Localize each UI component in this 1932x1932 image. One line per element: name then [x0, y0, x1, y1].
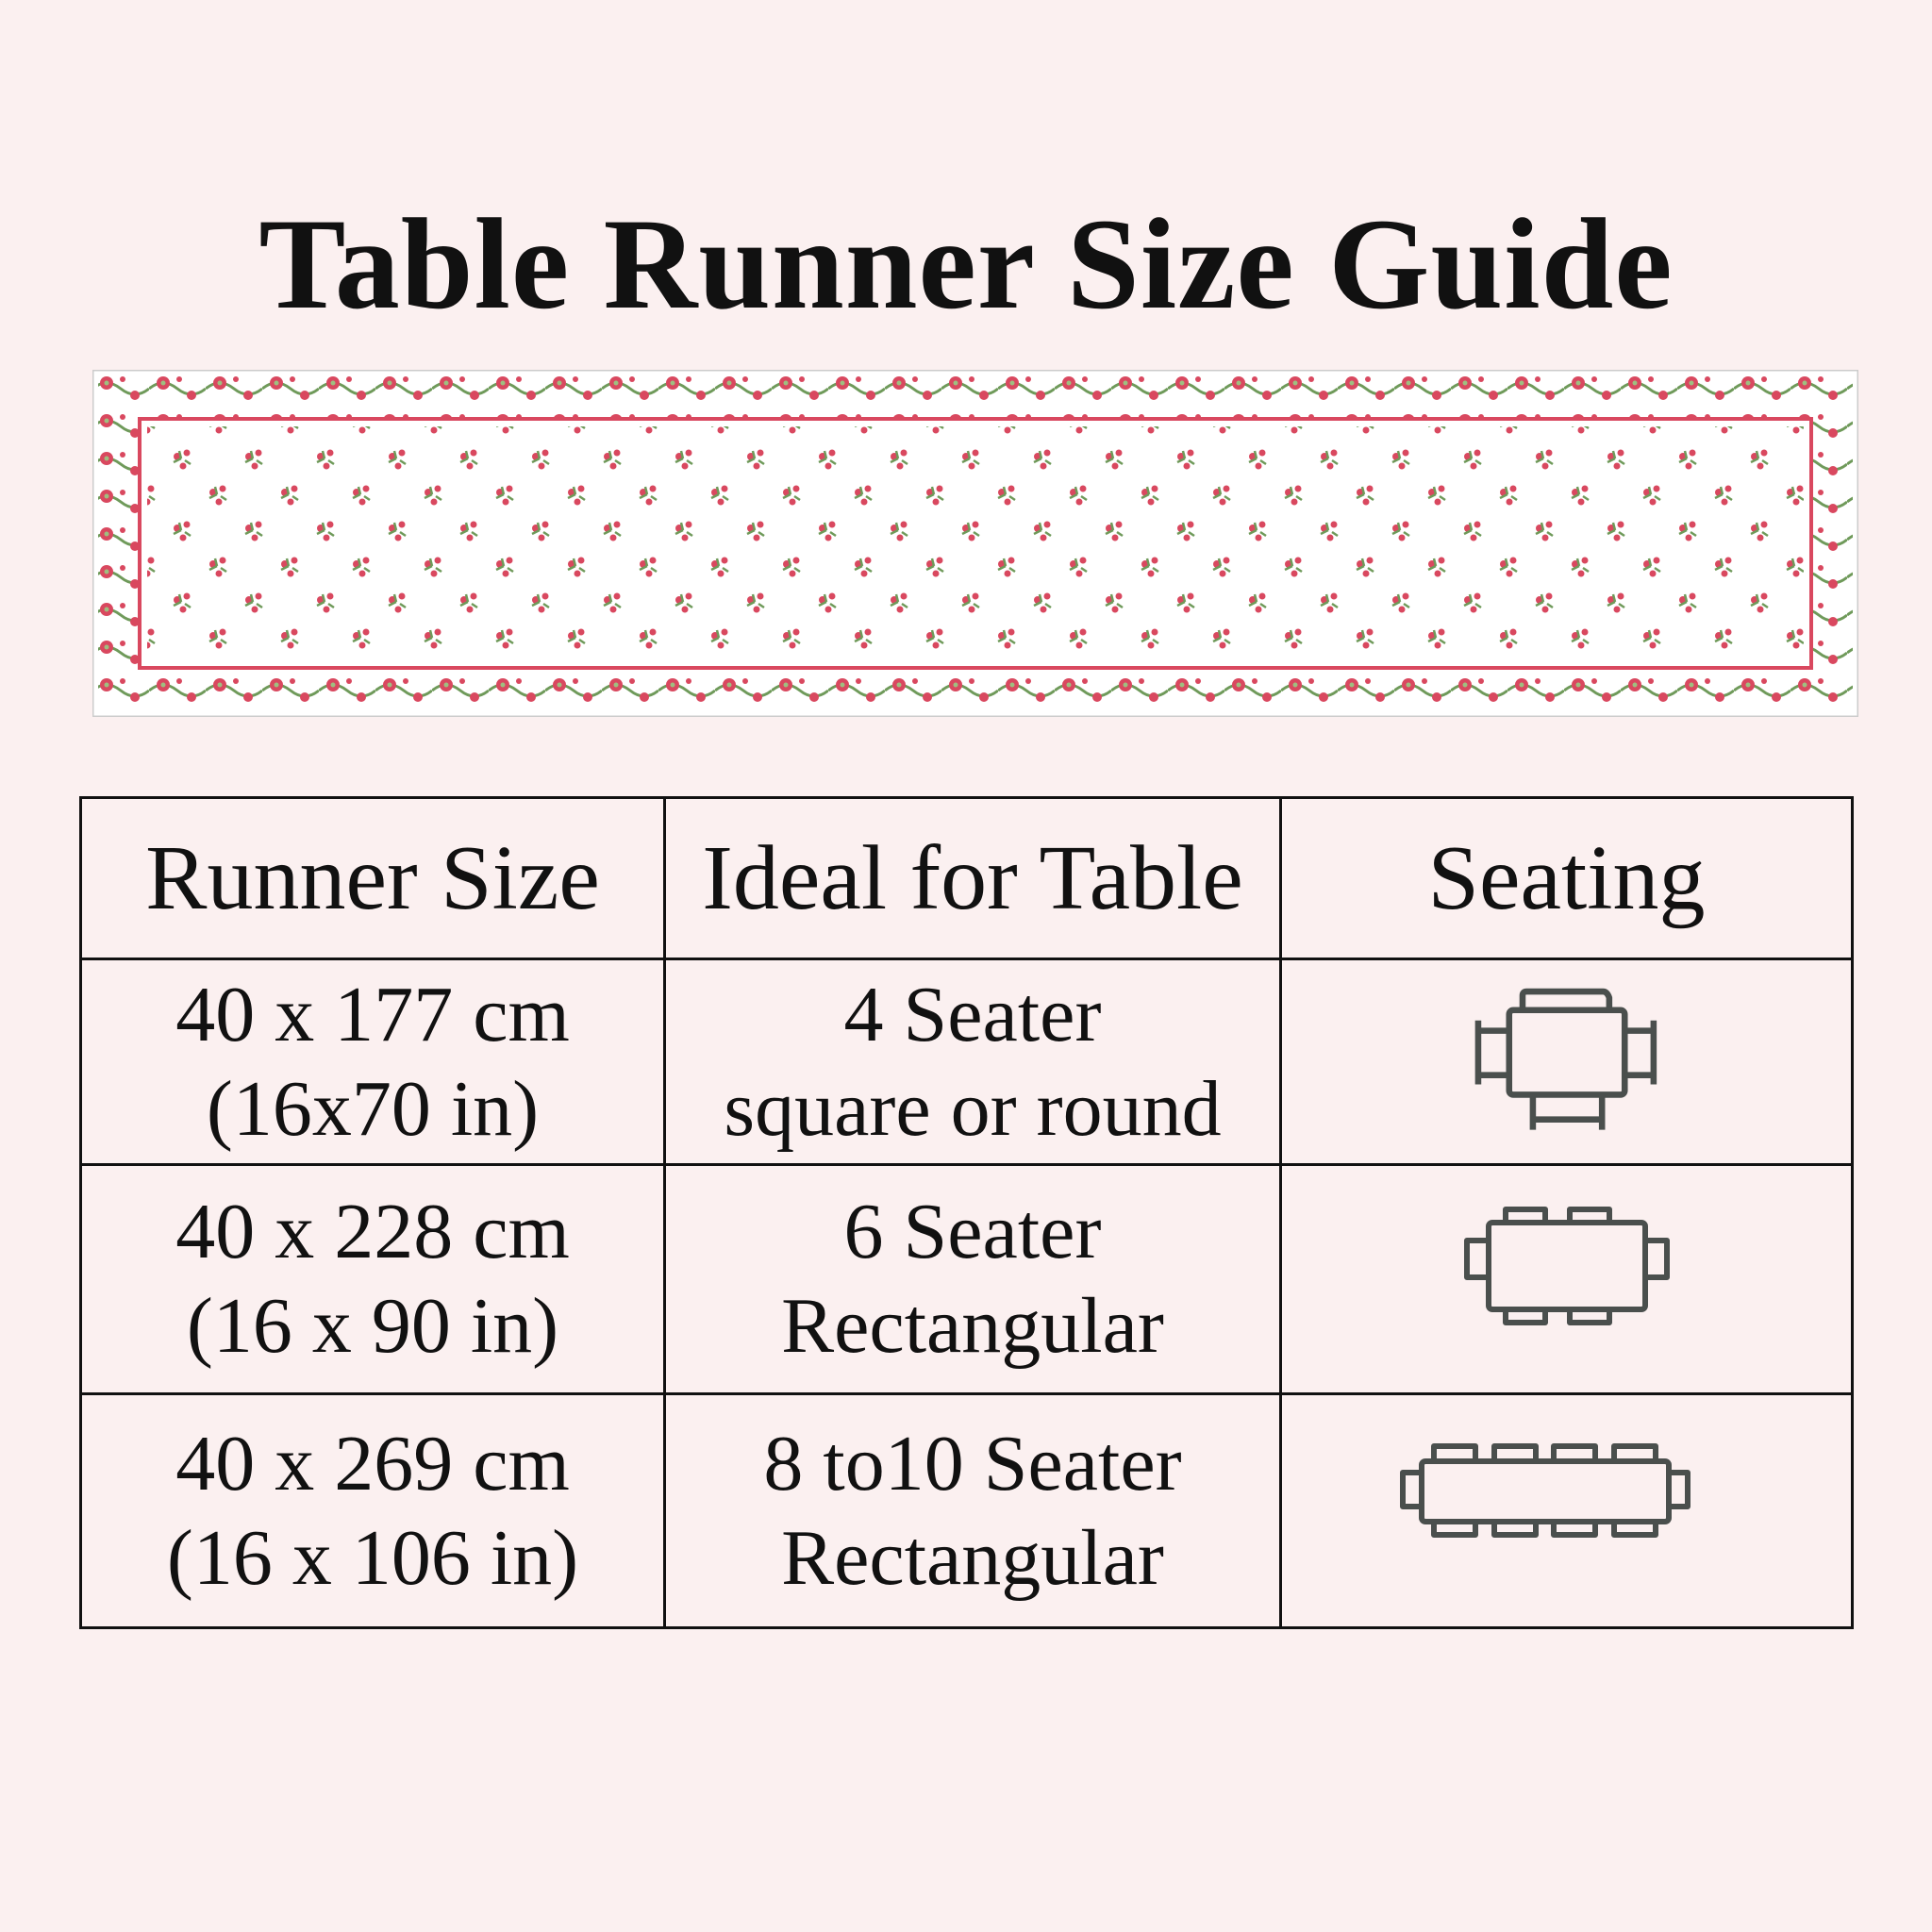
ten-seater-table-icon — [1399, 1441, 1735, 1582]
table-shape-label: Rectangular — [781, 1282, 1164, 1370]
table-row — [81, 1165, 1853, 1394]
table-shape-label: Rectangular — [781, 1513, 1164, 1602]
table-type-cell — [665, 959, 1281, 1165]
seating-cell — [1281, 1394, 1853, 1628]
seater-label: 4 Seater — [843, 970, 1102, 1058]
runner-size-cell — [81, 1165, 665, 1394]
runner-size-cell — [81, 1394, 665, 1628]
table-type-cell — [665, 1165, 1281, 1394]
seater-label: 6 Seater — [843, 1188, 1102, 1275]
four-seater-table-icon — [1468, 977, 1666, 1147]
seating-cell — [1281, 959, 1853, 1165]
size-in: (16 x 90 in) — [186, 1282, 559, 1370]
table-shape-label: square or round — [724, 1064, 1222, 1153]
six-seater-table-icon — [1463, 1204, 1671, 1355]
seater-label: 8 to10 Seater — [763, 1419, 1182, 1507]
table-type-cell — [665, 1394, 1281, 1628]
size-guide-table — [79, 796, 1854, 1629]
size-cm: 40 x 228 cm — [175, 1188, 570, 1275]
header-runner-size: Runner Size — [81, 798, 665, 959]
size-cm: 40 x 177 cm — [175, 970, 570, 1058]
seating-cell — [1281, 1165, 1853, 1394]
header-seating: Seating — [1281, 798, 1853, 959]
size-cm: 40 x 269 cm — [175, 1419, 570, 1507]
table-row — [81, 959, 1853, 1165]
table-row — [81, 1394, 1853, 1628]
page-title: Table Runner Size Guide — [258, 192, 1674, 336]
size-in: (16x70 in) — [206, 1064, 540, 1153]
table-header-row — [81, 798, 1853, 959]
runner-size-cell — [81, 959, 665, 1165]
size-in: (16 x 106 in) — [166, 1513, 579, 1602]
header-ideal-for-table: Ideal for Table — [665, 798, 1281, 959]
floral-table-runner-image — [92, 370, 1858, 717]
